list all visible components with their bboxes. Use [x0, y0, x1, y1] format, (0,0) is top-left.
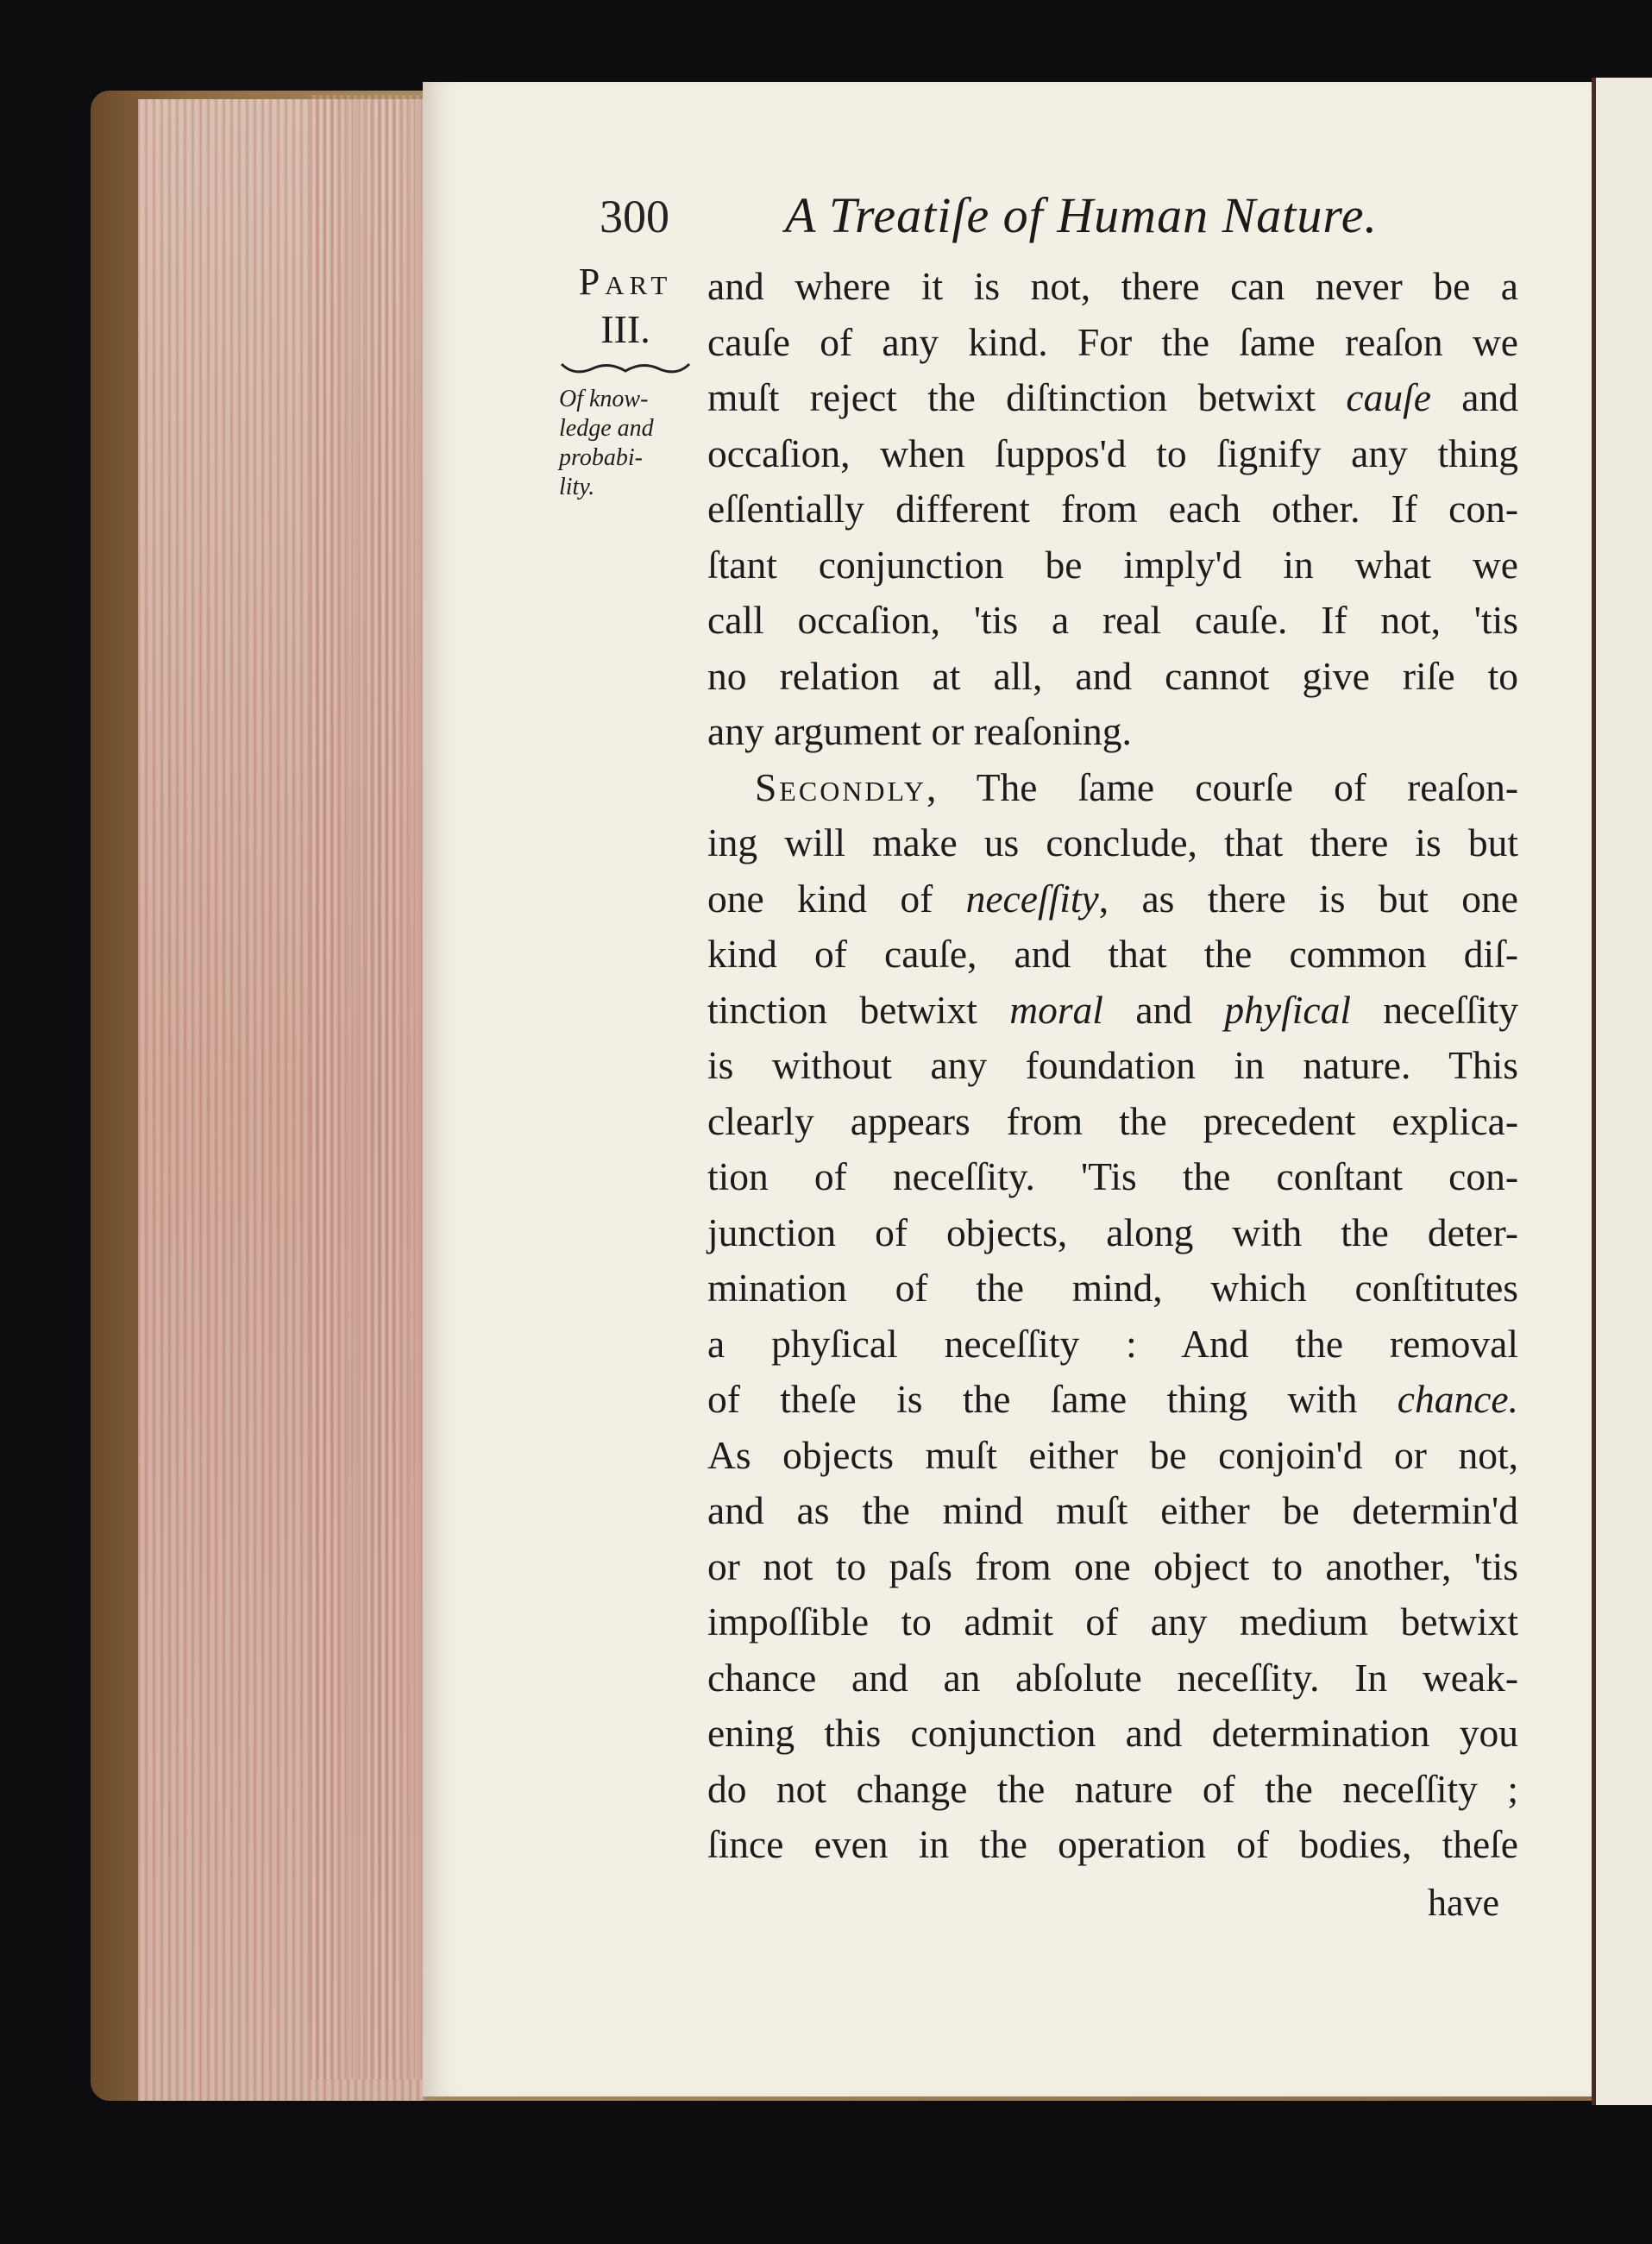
text-line-29: ſince even in the operation of bodies, theſe: [707, 1822, 1518, 1866]
text-line-2: cauſe of any kind. For the ſame reaſon we: [707, 319, 1518, 364]
text-line-4: occaſion, when ſuppos'd to ſignify any thing: [707, 431, 1518, 475]
text-line-12: [707, 871, 1518, 927]
text-line-3-start: muſt reject the diſtinction betwixt: [707, 375, 1347, 419]
part-label: Part: [578, 261, 673, 303]
italic-moral: moral: [1009, 987, 1103, 1032]
facing-page-edge: [1592, 78, 1652, 2105]
text-line-10: [707, 760, 1518, 816]
text-line-12-end: , as there is but one: [1098, 876, 1518, 921]
text-line-6: ſtant conjunction be imply'd in what we: [707, 542, 1518, 587]
text-line-18: junction of objects, along with the deter-: [707, 1210, 1518, 1254]
text-line-17: tion of neceſſity. 'Tis the conſtant con-: [707, 1154, 1518, 1198]
margin-note: [552, 259, 699, 502]
text-line-20: a phyſical neceſſity : And the removal: [707, 1321, 1518, 1366]
text-line-3: [707, 370, 1518, 426]
page-number: 300: [600, 191, 669, 242]
text-line-14-end: neceſſity: [1350, 987, 1518, 1032]
text-line-12-start: one kind of: [707, 876, 966, 921]
text-line-25: impoſſible to admit of any medium betwixt: [707, 1600, 1518, 1644]
text-line-27: ening this conjunction and determination you: [707, 1711, 1518, 1755]
text-and-2: and: [1102, 987, 1225, 1032]
text-line-14-start: tinction betwixt: [707, 987, 1010, 1032]
text-line-8: no relation at all, and cannot give riſe to: [707, 653, 1518, 698]
text-line-1: and where it is not, there can never be a: [707, 264, 1518, 308]
ornament-brace-icon: [556, 357, 694, 380]
topic-line-3: probabi-: [559, 444, 643, 471]
page-edges-inner: [311, 95, 423, 2079]
topic-line-2: ledge and: [559, 415, 654, 442]
text-line-16: clearly appears from the precedent explica-: [707, 1098, 1518, 1143]
topic-line-1: Of know-: [559, 386, 649, 412]
text-line-24: or not to paſs from one object to another, 'tis: [707, 1543, 1518, 1588]
part-number: III.: [600, 307, 650, 351]
text-line-22: As objects muſt either be conjoin'd or not,: [707, 1432, 1518, 1477]
text-line-15: is without any foundation in nature. This: [707, 1043, 1518, 1087]
text-line-5: eſſentially different from each other. If con-: [707, 487, 1518, 531]
catchword: have: [1428, 1882, 1500, 1924]
running-title: A Treatiſe of Human Nature.: [785, 187, 1379, 243]
text-line-21: [707, 1372, 1518, 1428]
italic-chance: chance.: [1397, 1377, 1518, 1421]
text-line-9: any argument or reaſoning.: [707, 709, 1132, 753]
topic-line-4: lity.: [559, 474, 595, 500]
text-line-14: [707, 983, 1518, 1039]
text-and: and: [1430, 375, 1518, 419]
italic-necessity: neceſſity: [965, 876, 1099, 921]
italic-physical: phyſical: [1224, 987, 1351, 1032]
italic-cause: cauſe: [1346, 375, 1431, 419]
secondly-rest: , The ſame courſe of reaſon-: [926, 764, 1518, 809]
secondly-word: Secondly: [755, 764, 927, 809]
text-line-13: kind of cauſe, and that the common diſ-: [707, 932, 1518, 976]
text-line-23: and as the mind muſt either be determin'd: [707, 1488, 1518, 1532]
text-line-21-start: of theſe is the ſame thing with: [707, 1377, 1398, 1421]
body-text: [707, 259, 1518, 1873]
text-line-19: mination of the mind, which conſtitutes: [707, 1266, 1518, 1310]
text-line-7: call occaſion, 'tis a real cauſe. If not, 'tis: [707, 598, 1518, 642]
page-header: [600, 187, 1523, 250]
text-line-11: ing will make us conclude, that there is but: [707, 820, 1518, 864]
text-line-26: chance and an abſolute neceſſity. In weak-: [707, 1655, 1518, 1700]
text-line-28: do not change the nature of the neceſſity ;: [707, 1766, 1518, 1811]
